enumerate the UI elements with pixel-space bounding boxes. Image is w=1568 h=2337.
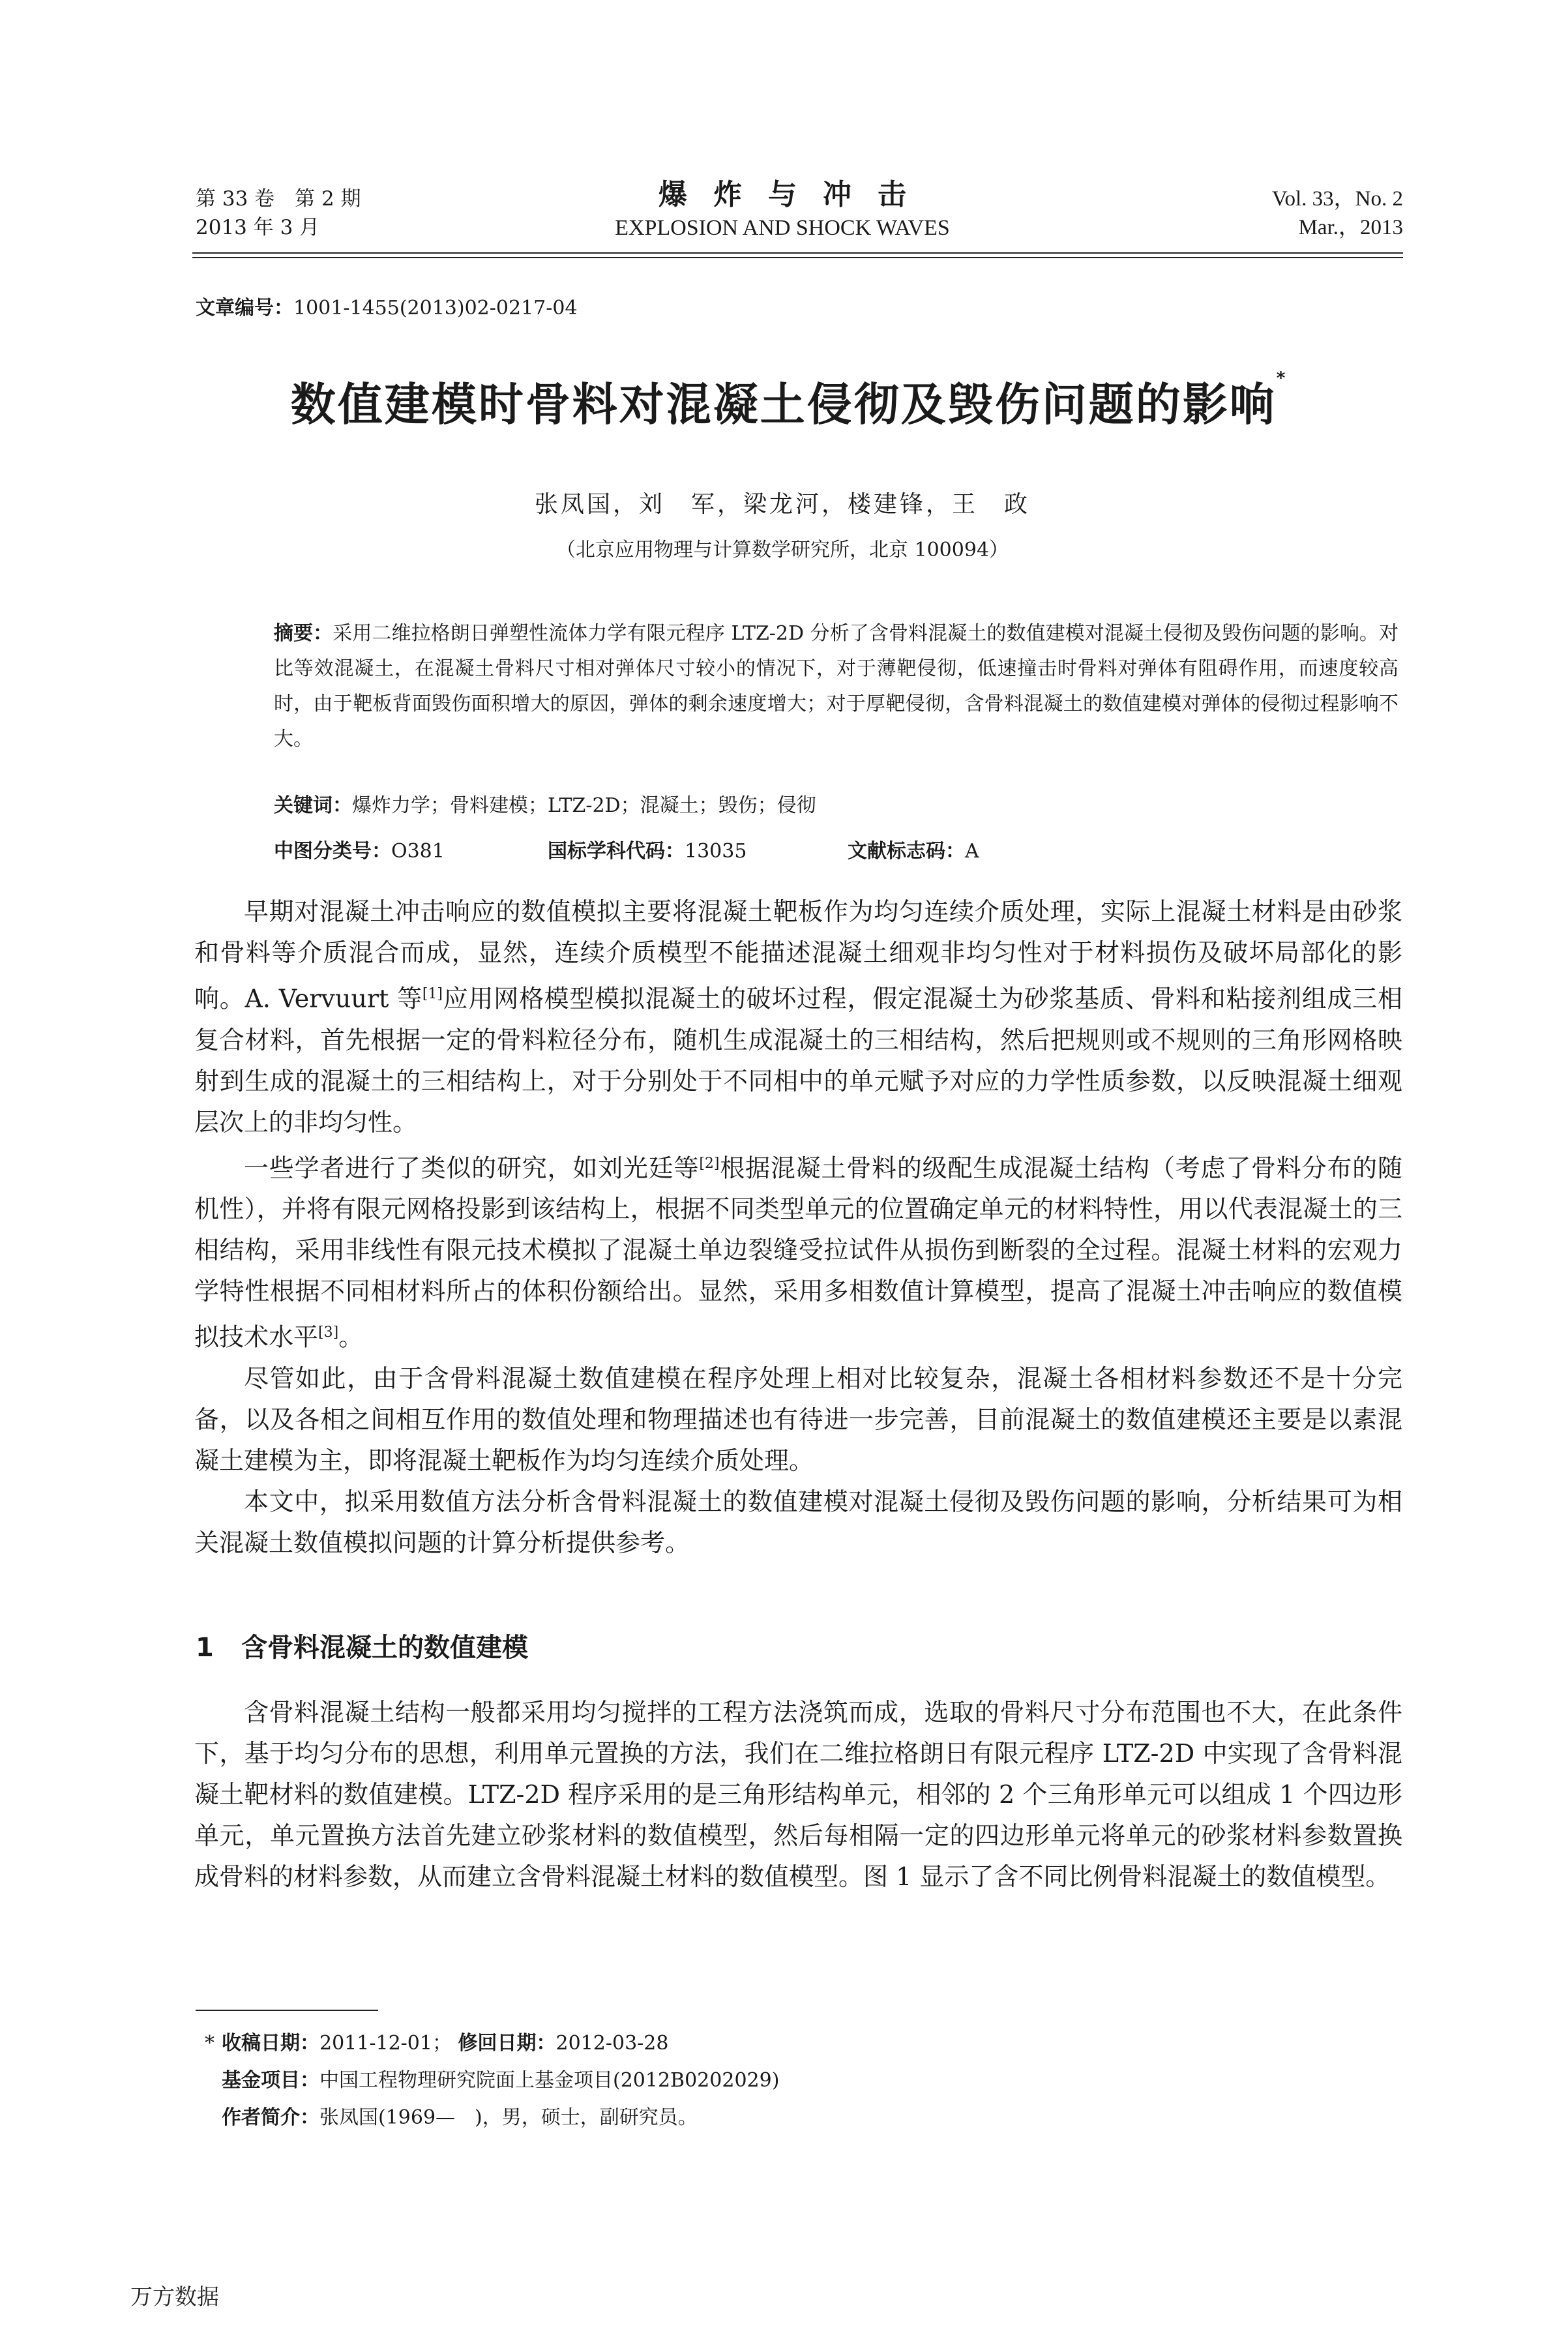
journal-title-cn: 爆炸与冲击 [658, 178, 932, 211]
classification-line [274, 835, 1398, 863]
clc-label: 中图分类号： [274, 840, 391, 863]
intro-p1-part-a: 早期对混凝土冲击响应的数值模拟主要将混凝土靶板作为均匀连续介质处理，实际上混凝土材料是由砂浆和骨料等介质混合而成，显然，连续介质模型不能描述混凝土细观非均匀性对于材料损伤及破坏局部化的影响。A. Vervuurt 等 [194, 897, 1402, 1013]
intro-p2-part-a: 一些学者进行了类似的研究，如刘光廷等 [244, 1154, 700, 1183]
source-watermark: 万方数据 [130, 2285, 219, 2310]
document-value: A [965, 840, 979, 863]
header-date-cn: 2013 年 3 月 [196, 216, 320, 239]
abstract-text: 采用二维拉格朗日弹塑性流体力学有限元程序 LTZ-2D 分析了含骨料混凝土的数值建模对混凝土侵彻及毁伤问题的影响。对比等效混凝土，在混凝土骨料尺寸相对弹体尺寸较小的情况下，对于薄靶侵彻，低速撞击时骨料对弹体有阻碍作用，而速度较高时，由于靶板背面毁伤面积增大的原因，弹体的剩余速度增大；对于厚靶侵彻，含骨料混凝土的数值建模对弹体的侵彻过程影响不大。 [274, 622, 1399, 751]
fund-value: 中国工程物理研究院面上基金项目(2012B0202029) [319, 2069, 780, 2092]
received-label: 收稿日期： [222, 2032, 319, 2055]
header-rule [192, 252, 1403, 254]
header-rule-second [192, 257, 1403, 258]
header-volume-en: Vol. 33，No. 2 [1271, 187, 1403, 211]
footnotes [205, 2025, 780, 2136]
subject-label: 国标学科代码： [548, 840, 685, 863]
affiliation: （北京应用物理与计算数学研究所，北京 100094） [555, 539, 1009, 561]
citation-1[interactable]: [1] [422, 986, 443, 1002]
author-list: 张凤国，刘 军，梁龙河，楼建锋，王 政 [534, 491, 1030, 518]
keywords [274, 789, 1398, 818]
paper-title [170, 368, 1408, 433]
keywords-label: 关键词： [274, 794, 352, 817]
intro-p1-part-b: 应用网格模型模拟混凝土的破坏过程，假定混凝土为砂浆基质、骨料和粘接剂组成三相复合材料，首先根据一定的骨料粒径分布，随机生成混凝土的三相结构，然后把规则或不规则的三角形网格映射到生成的混凝土的三相结构上，对于分别处于不同相中的单元赋予对应的力学性质参数，以反映混凝土细观层次上的非均匀性。 [194, 984, 1402, 1137]
intro-p2-part-b: 根据混凝土骨料的级配生成混凝土结构（考虑了骨料分布的随机性），并将有限元网格投影到该结构上，根据不同类型单元的位置确定单元的材料特性，用以代表混凝土的三相结构，采用非线性有限元技术模拟了混凝土单边裂缝受拉试件从损伤到断裂的全过程。混凝土材料的宏观力学特性根据不同相材料所占的体积份额给出。显然，采用多相数值计算模型，提高了混凝土冲击响应的数值模拟技术水平 [194, 1154, 1402, 1352]
citation-3[interactable]: [3] [318, 1324, 339, 1341]
intro-paragraph-3: 尽管如此，由于含骨料混凝土数值建模在程序处理上相对比较复杂，混凝土各相材料参数还不是十分完备，以及各相之间相互作用的数值处理和物理描述也有待进一步完善，目前混凝土的数值建模还主要是以素混凝土建模为主，即将混凝土靶板作为均匀连续介质处理。 [194, 1363, 1402, 1475]
keywords-text: 爆炸力学；骨料建模；LTZ-2D；混凝土；毁伤；侵彻 [352, 794, 816, 817]
footnote-rule [196, 2010, 378, 2011]
clc-code [274, 835, 548, 863]
footnote-author [222, 2099, 779, 2136]
abstract [274, 616, 1398, 757]
paper-title-text: 数值建模时骨料对混凝土侵彻及毁伤问题的影响 [290, 379, 1277, 431]
subject-code [548, 835, 848, 863]
document-label: 文献标志码： [848, 840, 965, 863]
intro-paragraph-1 [194, 891, 1402, 1143]
author-bio-value: 张凤国(1969— )，男，硕士，副研究员。 [319, 2106, 698, 2129]
footnote-fund [222, 2062, 779, 2099]
received-date: 2011-12-01； [319, 2032, 452, 2055]
clc-value: O381 [391, 840, 445, 863]
header-journal [456, 176, 1108, 243]
intro-paragraph-4: 本文中，拟采用数值方法分析含骨料混凝土的数值建模对混凝土侵彻及毁伤问题的影响，分析结果可为相关混凝土数值模拟问题的计算分析提供参考。 [194, 1487, 1402, 1557]
journal-title-en: EXPLOSION AND SHOCK WAVES [615, 216, 950, 240]
author-bio-label: 作者简介： [222, 2106, 319, 2129]
abstract-label: 摘要： [274, 622, 333, 645]
header-date-en: Mar.，2013 [1298, 216, 1403, 239]
title-footnote-mark: * [1276, 368, 1288, 388]
revised-date: 2012-03-28 [555, 2032, 669, 2055]
header-right [1272, 185, 1403, 242]
header-left [196, 185, 361, 242]
intro-paragraph-2 [194, 1143, 1402, 1358]
citation-2[interactable]: [2] [699, 1155, 720, 1172]
article-number [196, 291, 578, 320]
intro-p2-part-c: 。 [338, 1322, 364, 1352]
section-1-heading [196, 1627, 528, 1664]
fund-label: 基金项目： [222, 2069, 319, 2092]
section-1-body [194, 1692, 1402, 1898]
introduction [194, 891, 1402, 1564]
footnote-dates [205, 2025, 779, 2062]
subject-value: 13035 [685, 840, 747, 863]
section-1-paragraph-1: 含骨料混凝土结构一般都采用均匀搅拌的工程方法浇筑而成，选取的骨料尺寸分布范围也不大，在此条件下，基于均匀分布的思想，利用单元置换的方法，我们在二维拉格朗日有限元程序 LTZ-2D 中实现了含骨料混凝土靶材料的数值建模。LTZ-2D 程序采用的是三角形结构单元，相邻的 2 个三角形单元可以组成 1 个四边形单元，单元置换方法首先建立砂浆材料的数值模型，然后每相隔一定的四边形单元将单元的砂浆材料参数置换成骨料的材料参数，从而建立含骨料混凝土材料的数值模型。图 1 显示了含不同比例骨料混凝土的数值模型。 [194, 1698, 1402, 1891]
section-title: 含骨料混凝土的数值建模 [241, 1633, 528, 1663]
header-volume-cn: 第 33 卷 第 2 期 [196, 187, 361, 211]
article-number-label: 文章编号： [196, 297, 293, 320]
section-number: 1 [196, 1633, 214, 1663]
revised-label: 修回日期： [458, 2032, 556, 2055]
footnote-star: * [205, 2032, 214, 2055]
document-code [848, 835, 979, 863]
article-number-value: 1001-1455(2013)02-0217-04 [293, 297, 578, 320]
